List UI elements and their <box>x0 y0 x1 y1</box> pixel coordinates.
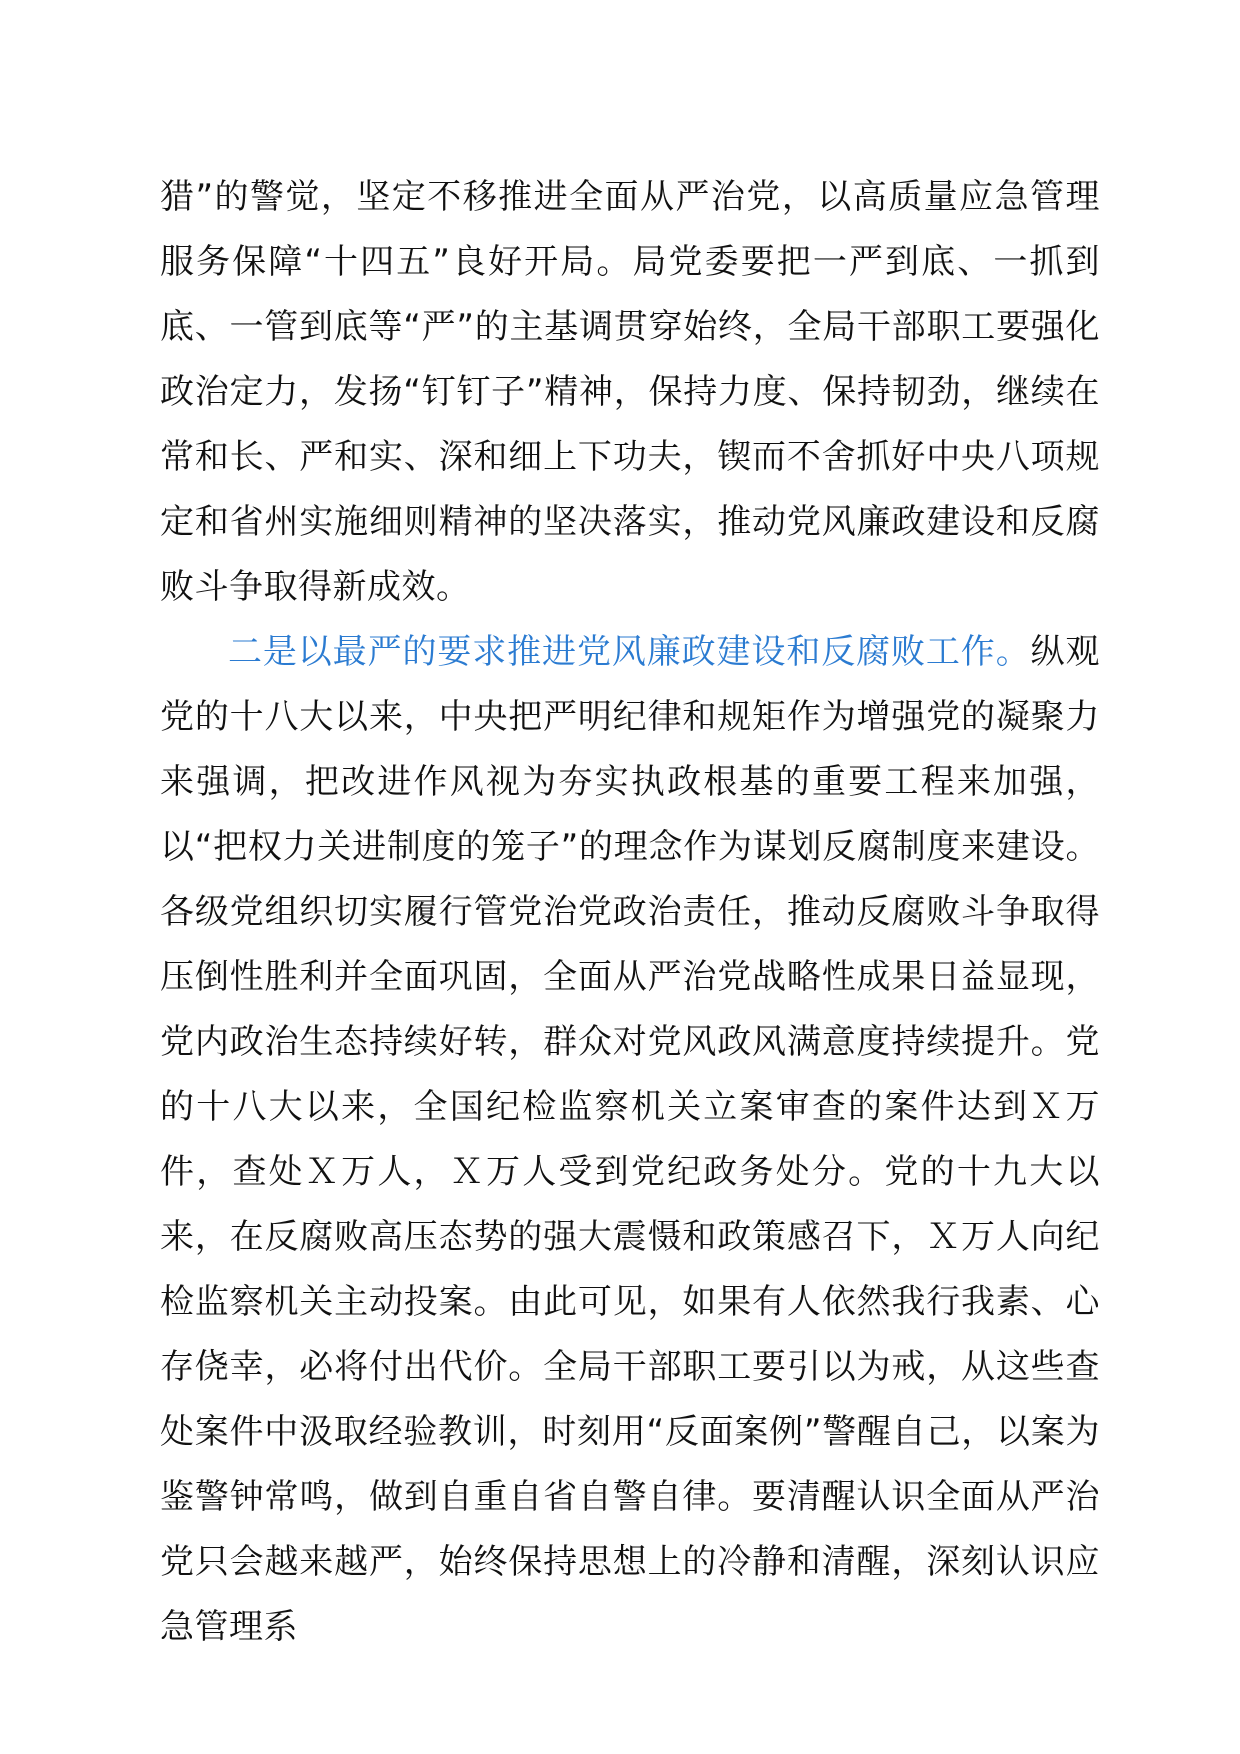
section-heading: 二是以最严的要求推进党风廉政建设和反腐败工作。 <box>228 632 1031 672</box>
document-body <box>160 165 1100 1660</box>
paragraph-section-two <box>160 620 1100 1660</box>
paragraph-text: 纵观党的十八大以来，中央把严明纪律和规矩作为增强党的凝聚力来强调，把改进作风视为夯实执政根基的重要工程来加强，以“把权力关进制度的笼子”的理念作为谋划反腐制度来建设。各级党组织切实履行管党治党政治责任，推动反腐败斗争取得压倒性胜利并全面巩固，全面从严治党战略性成果日益显现，党内政治生态持续好转，群众对党风政风满意度持续提升。党的十八大以来，全国纪检监察机关立案审查的案件达到Ｘ万件，查处Ｘ万人，Ｘ万人受到党纪政务处分。党的十九大以来，在反腐败高压态势的强大震慑和政策感召下，Ｘ万人向纪检监察机关主动投案。由此可见，如果有人依然我行我素、心存侥幸，必将付出代价。全局干部职工要引以为戒，从这些查处案件中汲取经验教训，时刻用“反面案例”警醒自己，以案为鉴警钟常鸣，做到自重自省自警自律。要清醒认识全面从严治党只会越来越严，始终保持思想上的冷静和清醒，深刻认识应急管理系 <box>160 632 1101 1647</box>
paragraph-continuation <box>160 165 1100 620</box>
paragraph-text: 猎”的警觉，坚定不移推进全面从严治党，以高质量应急管理服务保障“十四五”良好开局。局党委要把一严到底、一抓到底、一管到底等“严”的主基调贯穿始终，全局干部职工要强化政治定力，发扬“钉钉子”精神，保持力度、保持韧劲，继续在常和长、严和实、深和细上下功夫，锲而不舍抓好中央八项规定和省州实施细则精神的坚决落实，推动党风廉政建设和反腐败斗争取得新成效。 <box>160 177 1100 607</box>
